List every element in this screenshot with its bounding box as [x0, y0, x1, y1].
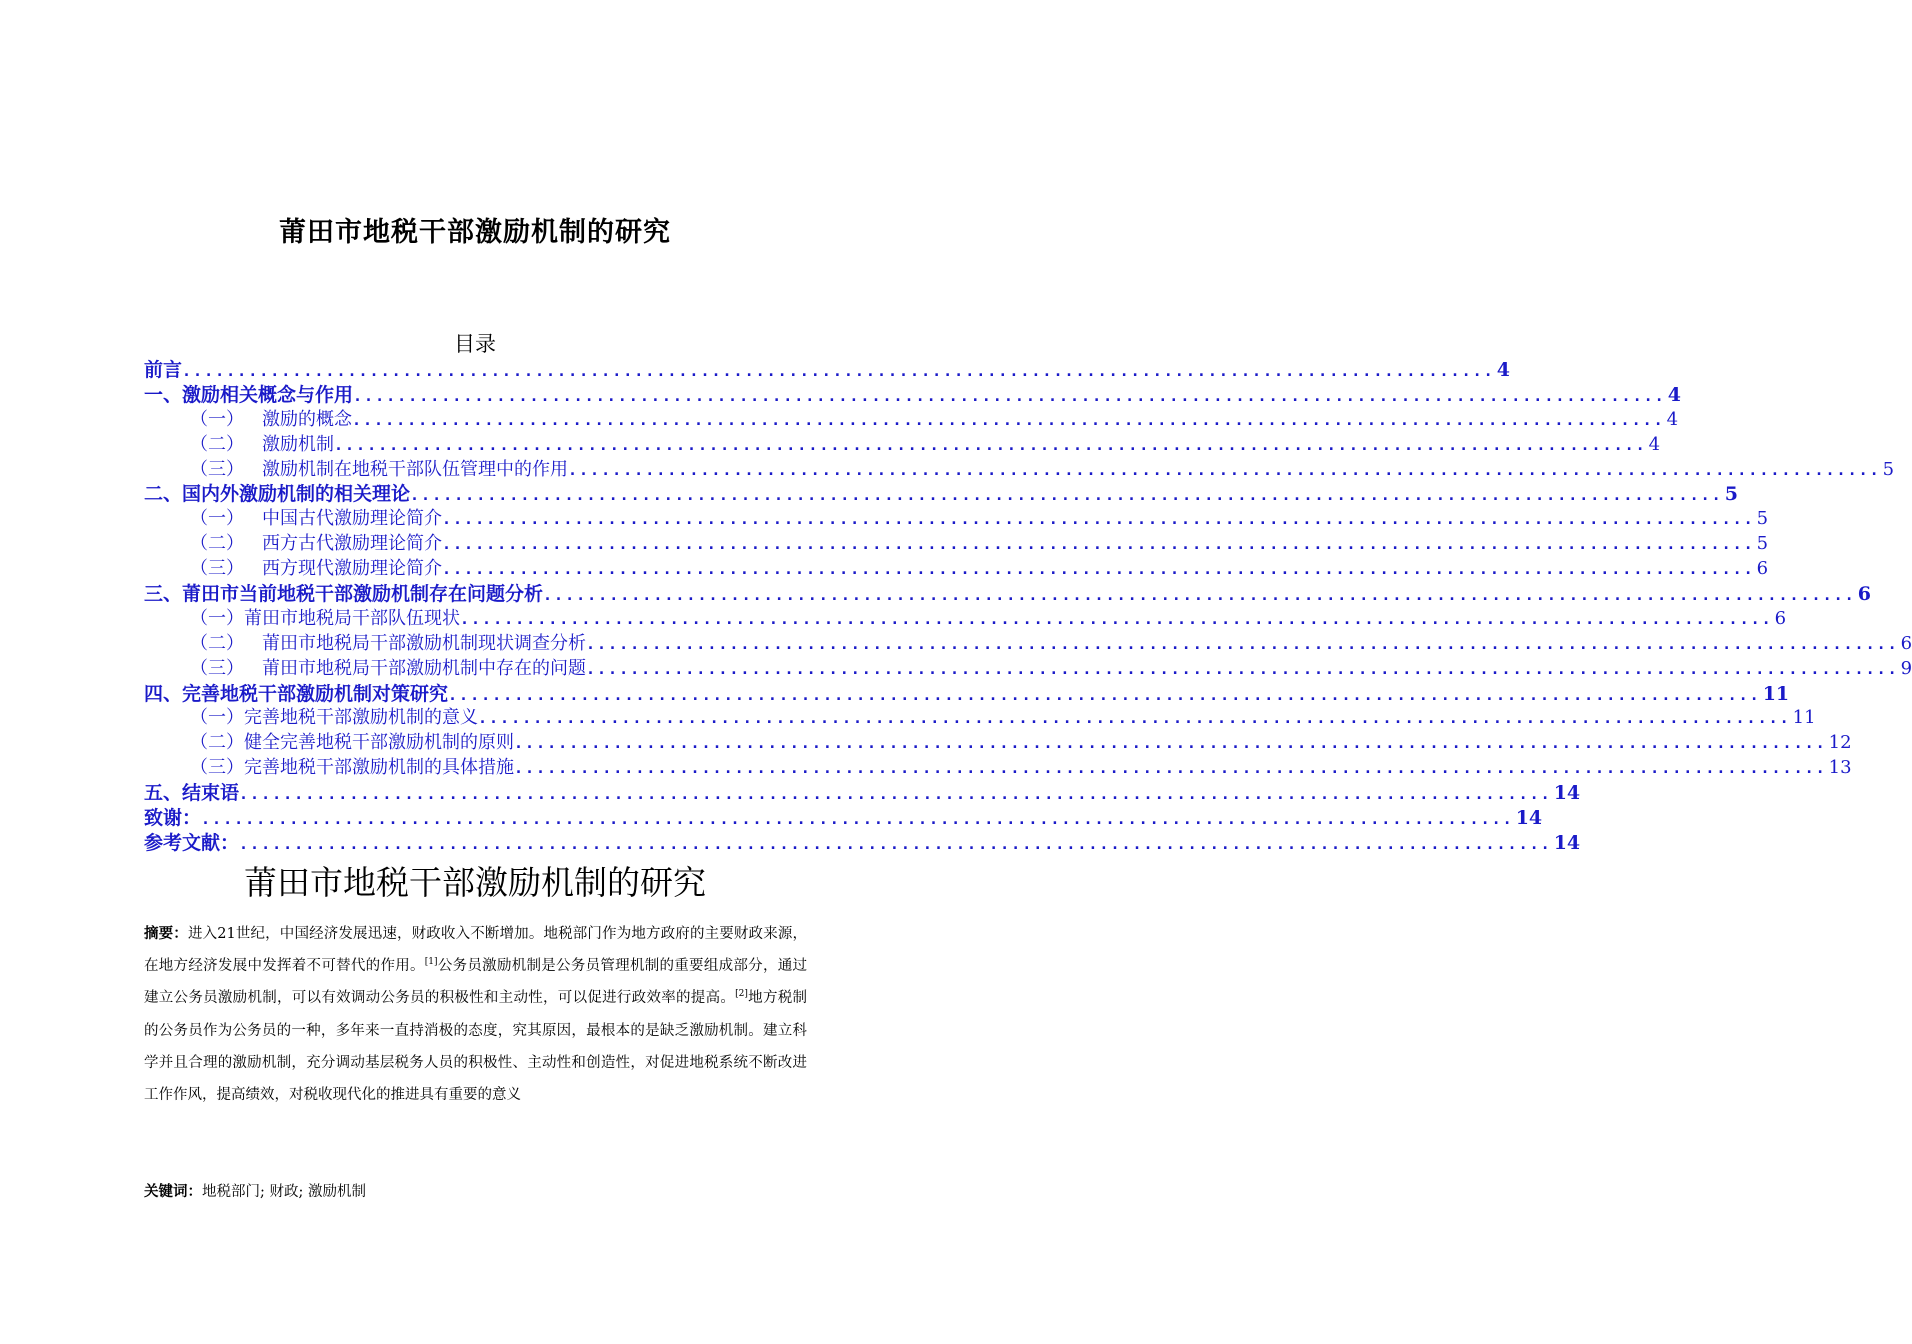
toc-dot-leader: ....................................................................................................................... [352, 410, 1665, 429]
toc-entry-number: （三） [190, 757, 244, 779]
main-title: 莆田市地税干部激励机制的研究 [244, 863, 706, 902]
toc-entry[interactable] [144, 532, 1769, 557]
toc-dot-leader: ....................................................................................................................... [239, 834, 1552, 853]
toc-entry-label: 五、结束语 [144, 782, 240, 805]
abstract [144, 918, 807, 1111]
toc-entry[interactable] [144, 607, 1787, 632]
toc-dot-leader: ....................................................................................................................... [543, 586, 1856, 605]
toc-entry[interactable] [144, 482, 1738, 507]
toc-entry-number: （一） [190, 408, 244, 430]
toc-entry[interactable] [144, 358, 1510, 383]
toc-entry[interactable] [144, 781, 1581, 806]
toc-entry-label: 二、国内外激励机制的相关理论 [144, 483, 411, 506]
toc-dot-leader: ....................................................................................................................... [478, 709, 1791, 728]
toc-page-number: 11 [1762, 682, 1790, 705]
toc-page-number: 14 [1553, 831, 1581, 854]
toc-dot-leader: ....................................................................................................................... [442, 510, 1755, 529]
citation-link-2[interactable]: [2] [735, 989, 748, 1000]
toc-entry-label: 莆田市地税局干部队伍现状 [244, 607, 460, 629]
toc-entry-label: 完善地税干部激励机制的意义 [244, 707, 478, 729]
toc-heading: 目录 [454, 332, 496, 356]
toc-dot-leader: ....................................................................................................................... [460, 609, 1773, 628]
toc-page-number: 6 [1900, 632, 1912, 654]
toc-entry-label: 莆田市地税局干部激励机制现状调查分析 [262, 632, 586, 654]
toc-entry[interactable] [144, 706, 1816, 731]
toc-dot-leader: ....................................................................................................................... [442, 560, 1755, 579]
toc-entry-label: 中国古代激励理论简介 [262, 508, 442, 530]
toc-entry[interactable] [144, 507, 1769, 532]
toc-entry-number: （二） [190, 533, 244, 555]
toc-entry-number: （一） [190, 508, 244, 530]
toc-dot-leader: ....................................................................................................................... [410, 486, 1723, 505]
cover-title: 莆田市地税干部激励机制的研究 [279, 217, 671, 248]
abstract-text-1: 进入21世纪，中国经济发展迅速，财政收入不断增加。地税部门作为地方政府的主要财政来源，在地方经济发展中发挥着不可替代的作用。 [144, 926, 808, 975]
toc-page-number: 5 [1756, 508, 1769, 530]
toc-page-number: 6 [1756, 558, 1769, 580]
toc-page-number: 4 [1496, 359, 1510, 381]
toc-page-number: 4 [1667, 383, 1681, 406]
toc-entry-label: 西方古代激励理论简介 [262, 533, 442, 555]
toc-entry-label: 莆田市地税局干部激励机制中存在的问题 [262, 657, 586, 679]
toc-page-number: 12 [1828, 732, 1852, 754]
toc-dot-leader: ....................................................................................................................... [353, 386, 1666, 405]
toc-entry-label: 激励机制 [262, 433, 334, 455]
toc-entry[interactable] [144, 806, 1543, 831]
toc-page-number: 6 [1774, 607, 1787, 629]
toc-page-number: 14 [1553, 782, 1581, 805]
toc-entry[interactable] [144, 408, 1679, 433]
toc-page-number: 6 [1857, 583, 1871, 606]
abstract-text-3: 地方税制的公务员作为公务员的一种，多年来一直持消极的态度，究其原因，最根本的是缺乏激励机制。建立科学并且合理的激励机制，充分调动基层税务人员的积极性、主动性和创造性，对促进地税系统不断改进工作作风，提高绩效，对税收现代化的推进具有重要的意义 [144, 990, 808, 1104]
toc-entry-number: （三） [190, 657, 244, 679]
toc-entry[interactable] [144, 731, 1852, 756]
toc-page-number: 4 [1666, 408, 1679, 430]
toc-entry[interactable] [144, 831, 1581, 856]
toc-entry[interactable] [144, 383, 1681, 408]
toc-entry[interactable] [144, 557, 1769, 582]
table-of-contents [144, 358, 1912, 856]
toc-page-number: 9 [1900, 657, 1912, 679]
toc-dot-leader: ....................................................................................................................... [442, 535, 1755, 554]
toc-dot-leader: ....................................................................................................................... [514, 759, 1827, 778]
toc-entry-label: 激励的概念 [262, 408, 352, 430]
toc-entry-number: （二） [190, 433, 244, 455]
keywords-text: 地税部门; 财政; 激励机制 [202, 1184, 366, 1200]
toc-dot-leader: ....................................................................................................................... [448, 685, 1761, 704]
keywords [144, 1180, 807, 1204]
toc-dot-leader: ....................................................................................................................... [586, 659, 1899, 678]
keywords-label: 关键词： [144, 1184, 202, 1200]
toc-entry-number: （三） [190, 458, 244, 480]
toc-entry[interactable] [144, 458, 1895, 483]
abstract-label: 摘要： [144, 926, 188, 942]
toc-dot-leader: ....................................................................................................................... [201, 810, 1514, 829]
toc-page-number: 11 [1792, 707, 1816, 729]
toc-entry-label: 前言 [144, 359, 183, 381]
toc-page-number: 14 [1515, 807, 1543, 830]
toc-entry-label: 三、莆田市当前地税干部激励机制存在问题分析 [144, 583, 544, 606]
toc-entry-number: （二） [190, 732, 244, 754]
toc-entry-number: （三） [190, 558, 244, 580]
toc-page-number: 5 [1756, 533, 1769, 555]
toc-dot-leader: ....................................................................................................................... [182, 362, 1495, 380]
toc-dot-leader: ....................................................................................................................... [568, 460, 1881, 479]
toc-entry-label: 健全完善地税干部激励机制的原则 [244, 732, 514, 754]
toc-page-number: 4 [1648, 433, 1661, 455]
toc-entry[interactable] [144, 582, 1871, 607]
toc-entry[interactable] [144, 433, 1661, 458]
toc-entry-number: （一） [190, 607, 244, 629]
toc-entry-label: 激励机制在地税干部队伍管理中的作用 [262, 458, 568, 480]
toc-dot-leader: ....................................................................................................................... [239, 785, 1552, 804]
toc-page-number: 13 [1828, 757, 1852, 779]
toc-entry[interactable] [144, 756, 1852, 781]
toc-dot-leader: ....................................................................................................................... [586, 634, 1899, 653]
toc-entry[interactable] [144, 657, 1912, 682]
abstract-text-2: 公务员激励机制是公务员管理机制的重要组成部分，通过建立公务员激励机制，可以有效调动公务员的积极性和主动性，可以促进行政效率的提高。 [144, 958, 808, 1007]
toc-entry-label: 一、激励相关概念与作用 [144, 383, 354, 406]
toc-entry-number: （一） [190, 707, 244, 729]
toc-entry-label: 西方现代激励理论简介 [262, 558, 442, 580]
toc-entry-number: （二） [190, 632, 244, 654]
toc-entry-label: 四、完善地税干部激励机制对策研究 [144, 682, 449, 705]
toc-dot-leader: ....................................................................................................................... [514, 734, 1827, 753]
toc-entry-label: 致谢： [144, 807, 202, 830]
toc-page-number: 5 [1882, 458, 1895, 480]
toc-page-number: 5 [1724, 483, 1738, 506]
toc-dot-leader: ....................................................................................................................... [334, 435, 1647, 454]
toc-entry[interactable] [144, 682, 1790, 707]
toc-entry-label: 参考文献： [144, 831, 240, 854]
toc-entry[interactable] [144, 632, 1912, 657]
toc-entry-label: 完善地税干部激励机制的具体措施 [244, 757, 514, 779]
citation-link-1[interactable]: [1] [424, 957, 438, 968]
